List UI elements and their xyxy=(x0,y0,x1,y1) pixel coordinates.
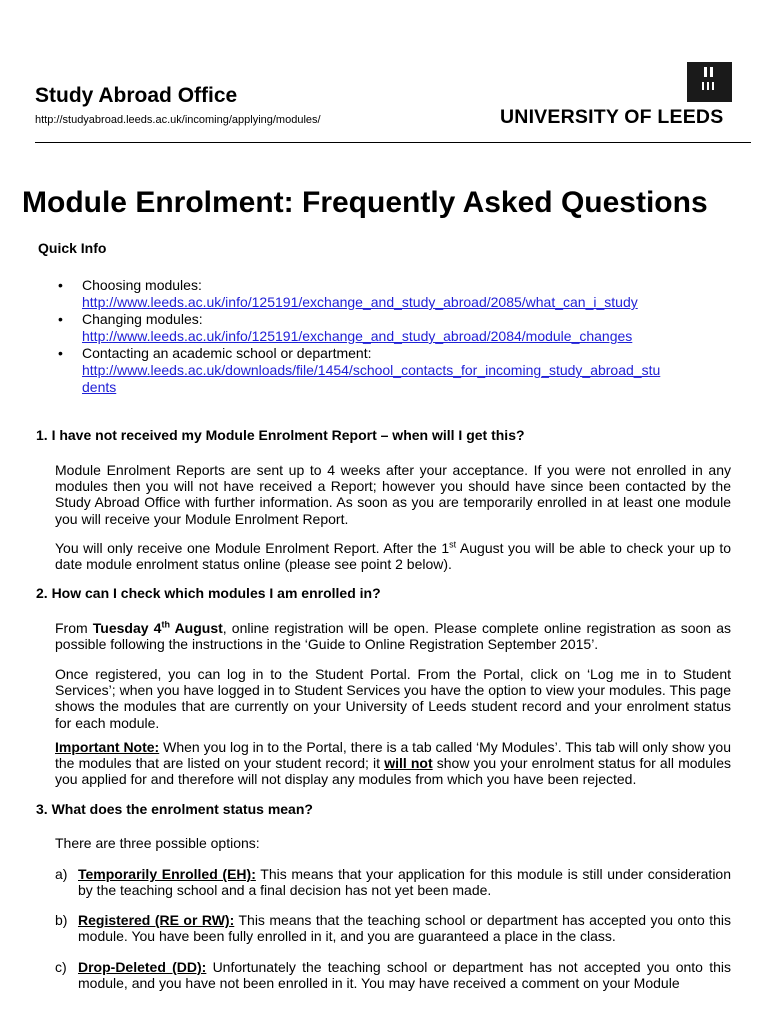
will-not-emphasis: will not xyxy=(384,755,433,772)
q1-paragraph-1: Module Enrolment Reports are sent up to 4 weeks after your acceptance. If you were not enrolled in any modules then you will not have received a Report; however you should have since been contacted by the Study Abroad Office with further information. As soon as you are temporarily enrolled in at least one module you will receive your Module Enrolment Report. xyxy=(55,462,731,527)
header-divider xyxy=(35,142,751,143)
important-note-label: Important Note: xyxy=(55,739,160,755)
list-item: c) Drop-Deleted (DD): Unfortunately the teaching school or department has not accepted you onto this module, and you have not been enrolled in it. You may have received a comment on your Module xyxy=(55,959,731,992)
q2-paragraph-2: Once registered, you can log in to the Student Portal. From the Portal, click on ‘Log me in to Student Services’; when you have logged in to Student Services you have the option to view your modules. This page shows the modules that are currently on your University of Leeds student record and your enrolment status for each module. xyxy=(55,666,731,731)
q1-paragraph-2: You will only receive one Module Enrolment Report. After the 1st August you will be able to check your up to date module enrolment status online (please see point 2 below). xyxy=(55,539,732,573)
quick-info-label: Choosing modules: xyxy=(82,277,202,293)
status-label: Registered (RE or RW): xyxy=(78,912,235,928)
question-2: 2. How can I check which modules I am enrolled in? xyxy=(36,585,381,601)
q2-paragraph-1: From Tuesday 4th August, online registration will be open. Please complete online registration as soon as possible following the instructions in the ‘Guide to Online Registration September 2015’. xyxy=(55,619,731,653)
office-name: Study Abroad Office xyxy=(35,84,238,107)
changing-modules-link[interactable]: http://www.leeds.ac.uk/info/125191/exchange_and_study_abroad/2084/module_changes xyxy=(82,328,633,344)
quick-info-label: Changing modules: xyxy=(82,311,203,327)
q2-important-note: Important Note: When you log in to the Portal, there is a tab called ‘My Modules’. This tab will only show you the modules that are listed on your student record; it will not show you your enrolment status for all modules you applied for and therefore will not display any modules from which you have been rejected. xyxy=(55,739,731,788)
school-contacts-link[interactable]: http://www.leeds.ac.uk/downloads/file/1454/school_contacts_for_incoming_study_abroad_stu xyxy=(82,362,661,378)
school-contacts-link-cont[interactable]: dents xyxy=(82,379,117,395)
list-item xyxy=(58,277,728,311)
list-item: b) Registered (RE or RW): This means that the teaching school or department has accepted you onto this module. You have been fully enrolled in it, and you are guaranteed a place in the class. xyxy=(55,912,731,945)
option-letter: a) xyxy=(55,866,68,882)
bullet-icon: • xyxy=(58,311,63,327)
bullet-icon: • xyxy=(58,277,63,293)
bullet-icon: • xyxy=(58,345,63,361)
quick-info-label: Contacting an academic school or department: xyxy=(82,345,372,361)
question-1: 1. I have not received my Module Enrolment Report – when will I get this? xyxy=(36,427,525,443)
list-item xyxy=(58,311,728,345)
quick-info-heading: Quick Info xyxy=(38,240,107,256)
q3-intro: There are three possible options: xyxy=(55,835,260,851)
quick-info-list xyxy=(58,277,728,396)
logo-text: UNIVERSITY OF LEEDS xyxy=(500,106,724,128)
option-letter: c) xyxy=(55,959,67,975)
list-item xyxy=(58,345,728,396)
office-url[interactable]: http://studyabroad.leeds.ac.uk/incoming/applying/modules/ xyxy=(35,114,321,126)
tower-icon xyxy=(687,62,732,102)
option-letter: b) xyxy=(55,912,68,928)
list-item: a) Temporarily Enrolled (EH): This means that your application for this module is still under consideration by the teaching school and a final decision has not yet been made. xyxy=(55,866,731,899)
status-label: Temporarily Enrolled (EH): xyxy=(78,866,256,882)
question-3: 3. What does the enrolment status mean? xyxy=(36,801,313,817)
choosing-modules-link[interactable]: http://www.leeds.ac.uk/info/125191/exchange_and_study_abroad/2085/what_can_i_study xyxy=(82,294,638,310)
page-title: Module Enrolment: Frequently Asked Questions xyxy=(22,186,708,219)
status-label: Drop-Deleted (DD): xyxy=(78,959,207,975)
university-logo xyxy=(500,62,734,128)
